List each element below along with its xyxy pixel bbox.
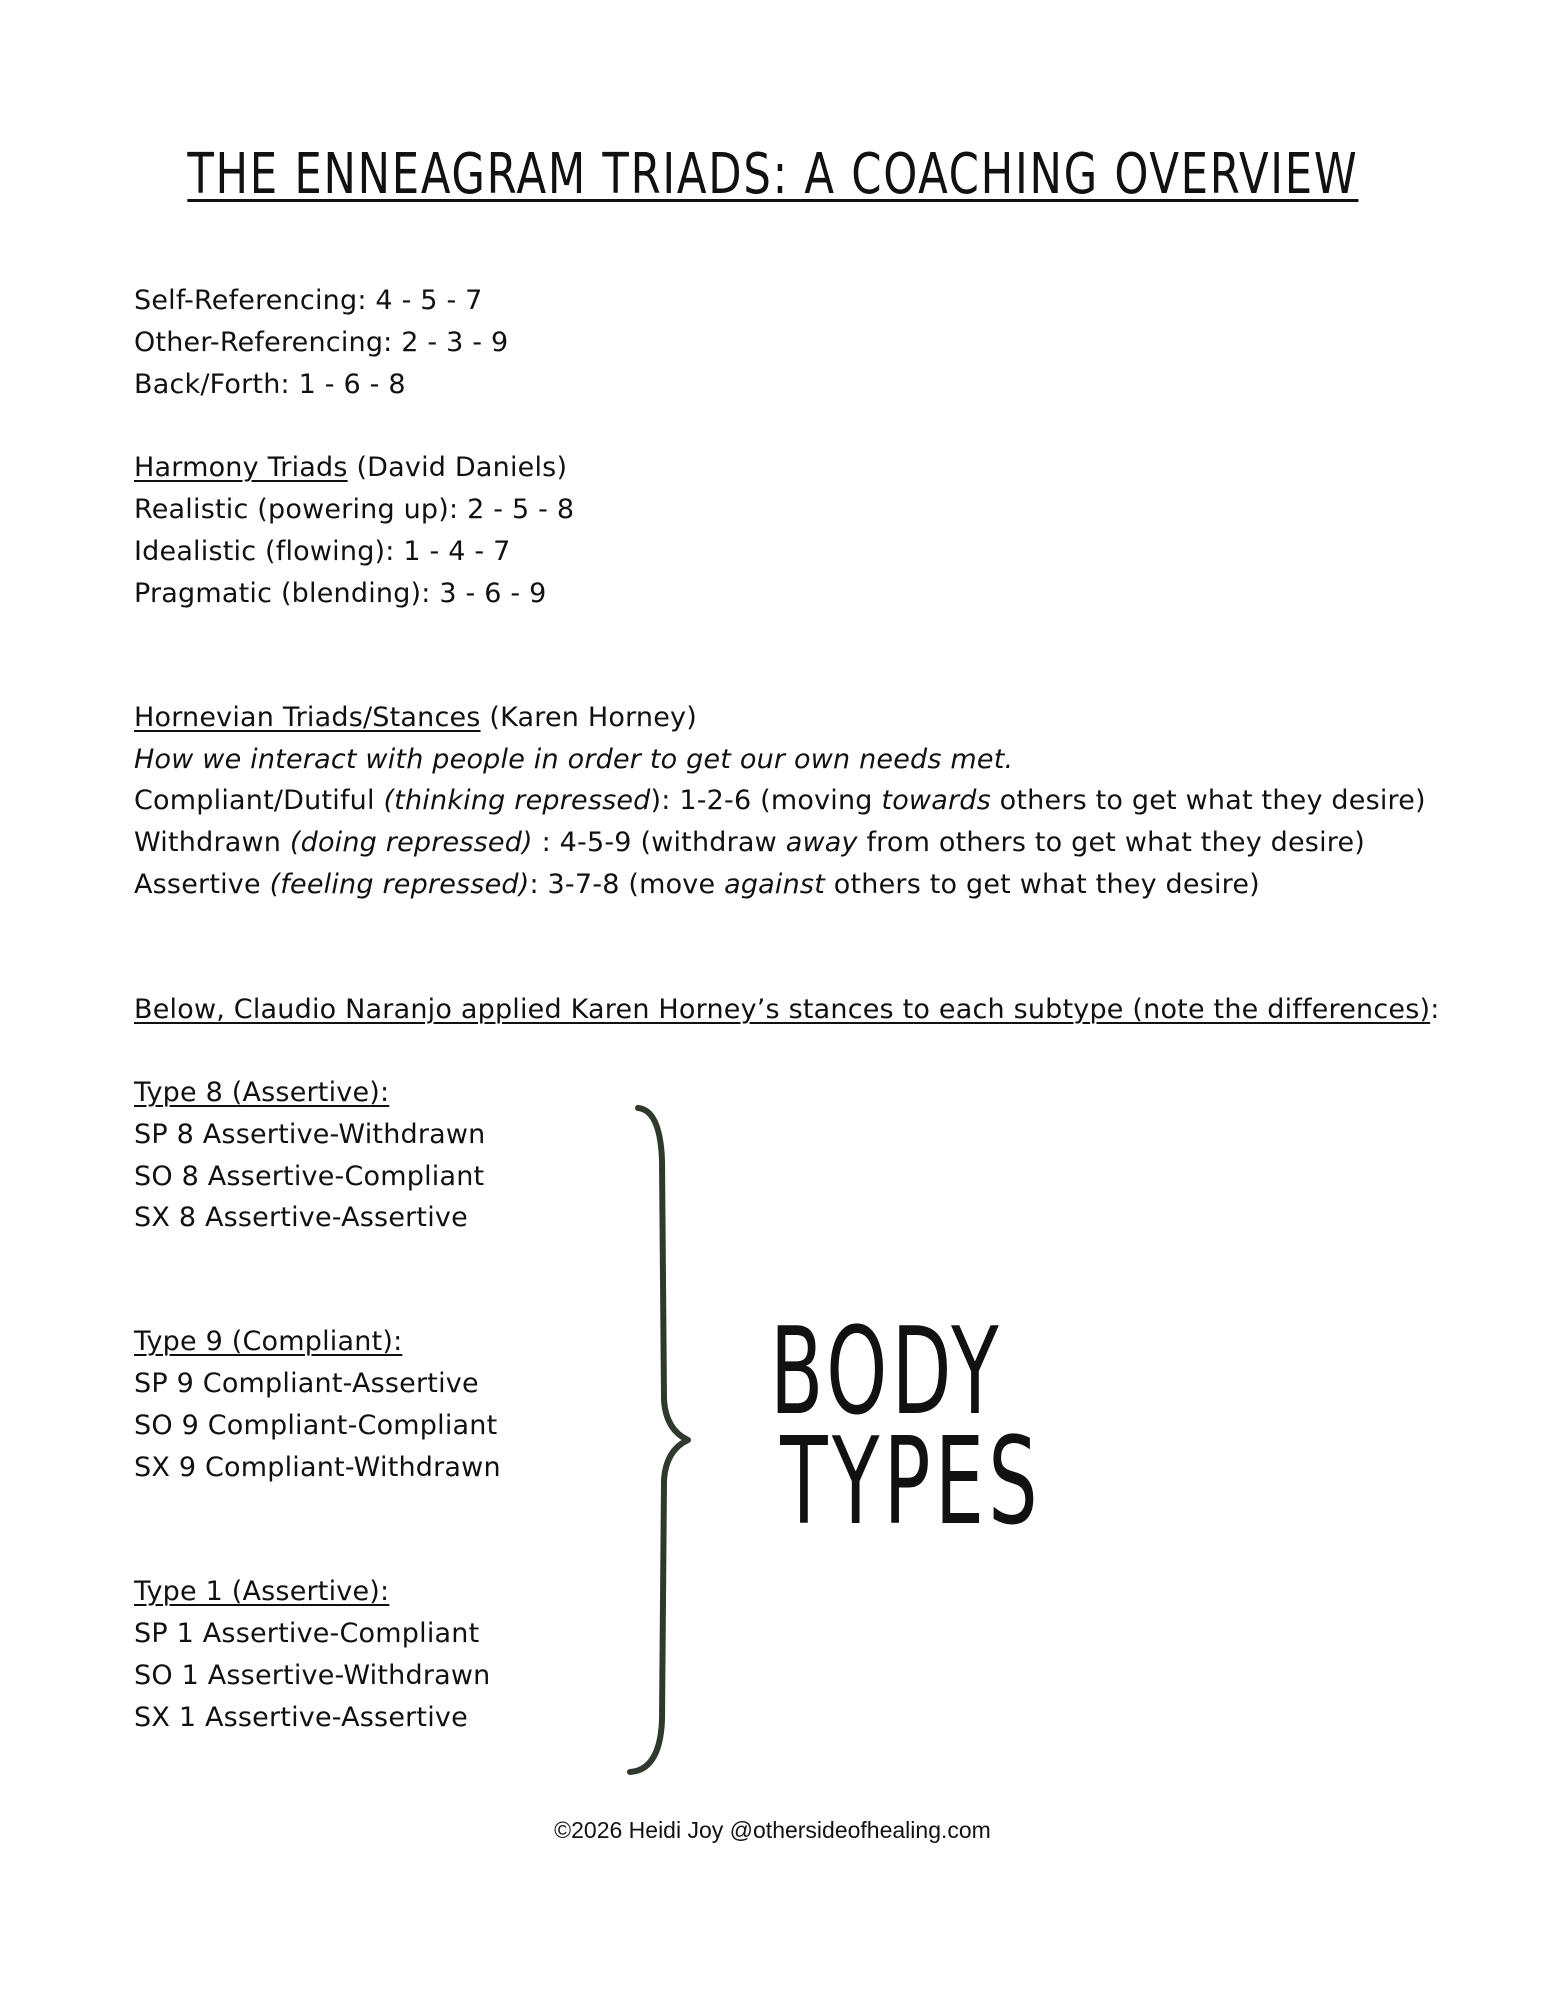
harmony-heading: Harmony Triads	[134, 452, 348, 483]
assertive-direction: against	[724, 869, 825, 900]
type-8-so: SO 8 Assertive-Compliant	[134, 1161, 485, 1192]
withdrawn-numbers: : 4-5-9 (withdraw	[532, 827, 786, 858]
harmony-pragmatic-line: Pragmatic (blending): 3 - 6 - 9	[134, 578, 547, 609]
harmony-heading-line	[134, 450, 567, 486]
hornevian-heading: Hornevian Triads/Stances	[134, 702, 481, 733]
hornevian-withdrawn-line	[134, 825, 1365, 861]
type-8-sx: SX 8 Assertive-Assertive	[134, 1202, 468, 1233]
page-title	[0, 143, 1545, 207]
footer-copyright: ©2026 Heidi Joy @othersideofhealing.com	[554, 1817, 991, 1843]
type-1-heading: Type 1 (Assertive):	[134, 1576, 390, 1607]
type-8-heading: Type 8 (Assertive):	[134, 1077, 390, 1108]
hornevian-author: (Karen Horney)	[480, 702, 697, 733]
assertive-label: Assertive	[134, 869, 270, 900]
compliant-rest: others to get what they desire)	[990, 785, 1426, 816]
type-8-sp: SP 8 Assertive-Withdrawn	[134, 1119, 486, 1150]
type-1-so: SO 1 Assertive-Withdrawn	[134, 1660, 491, 1691]
compliant-repressed: (thinking repressed	[383, 785, 651, 816]
body-types-label	[770, 1303, 1042, 1552]
curly-brace-stroke	[630, 1108, 688, 1772]
other-referencing-line: Other-Referencing: 2 - 3 - 9	[134, 327, 509, 358]
body-types-line-1: BODY	[770, 1303, 1003, 1442]
back-forth-line: Back/Forth: 1 - 6 - 8	[134, 369, 406, 400]
type-1-sx: SX 1 Assertive-Assertive	[134, 1702, 468, 1733]
assertive-repressed: (feeling repressed)	[269, 869, 530, 900]
type-9-heading: Type 9 (Compliant):	[134, 1326, 403, 1357]
type-9-so: SO 9 Compliant-Compliant	[134, 1410, 498, 1441]
harmony-realistic-line: Realistic (powering up): 2 - 5 - 8	[134, 494, 575, 525]
body-types-line-2: TYPES	[780, 1413, 1042, 1552]
withdrawn-repressed: (doing repressed)	[289, 827, 533, 858]
withdrawn-rest: from others to get what they desire)	[857, 827, 1366, 858]
naranjo-suffix: :	[1430, 994, 1440, 1025]
hornevian-heading-line	[134, 700, 697, 736]
harmony-idealistic-line: Idealistic (flowing): 1 - 4 - 7	[134, 536, 511, 567]
naranjo-heading: Below, Claudio Naranjo applied Karen Horney’s stances to each subtype (note the differences)	[134, 994, 1431, 1025]
type-9-sp: SP 9 Compliant-Assertive	[134, 1368, 479, 1399]
self-referencing-line: Self-Referencing: 4 - 5 - 7	[134, 285, 483, 316]
hornevian-assertive-line	[134, 867, 1260, 903]
page-title-text: THE ENNEAGRAM TRIADS: A COACHING OVERVIEW	[186, 142, 1359, 207]
assertive-rest: others to get what they desire)	[824, 869, 1260, 900]
withdrawn-direction: away	[785, 827, 858, 858]
type-1-sp: SP 1 Assertive-Compliant	[134, 1618, 480, 1649]
hornevian-intro: How we interact with people in order to get our own needs met.	[134, 744, 1014, 775]
naranjo-heading-line	[134, 992, 1440, 1028]
compliant-label: Compliant/Dutiful	[134, 785, 384, 816]
withdrawn-label: Withdrawn	[134, 827, 290, 858]
type-9-sx: SX 9 Compliant-Withdrawn	[134, 1452, 501, 1483]
compliant-numbers: ): 1-2-6 (moving	[650, 785, 882, 816]
hornevian-compliant-line	[134, 783, 1426, 819]
compliant-direction: towards	[881, 785, 991, 816]
assertive-numbers: : 3-7-8 (move	[529, 869, 725, 900]
harmony-author: (David Daniels)	[347, 452, 568, 483]
curly-brace	[620, 1100, 710, 1780]
